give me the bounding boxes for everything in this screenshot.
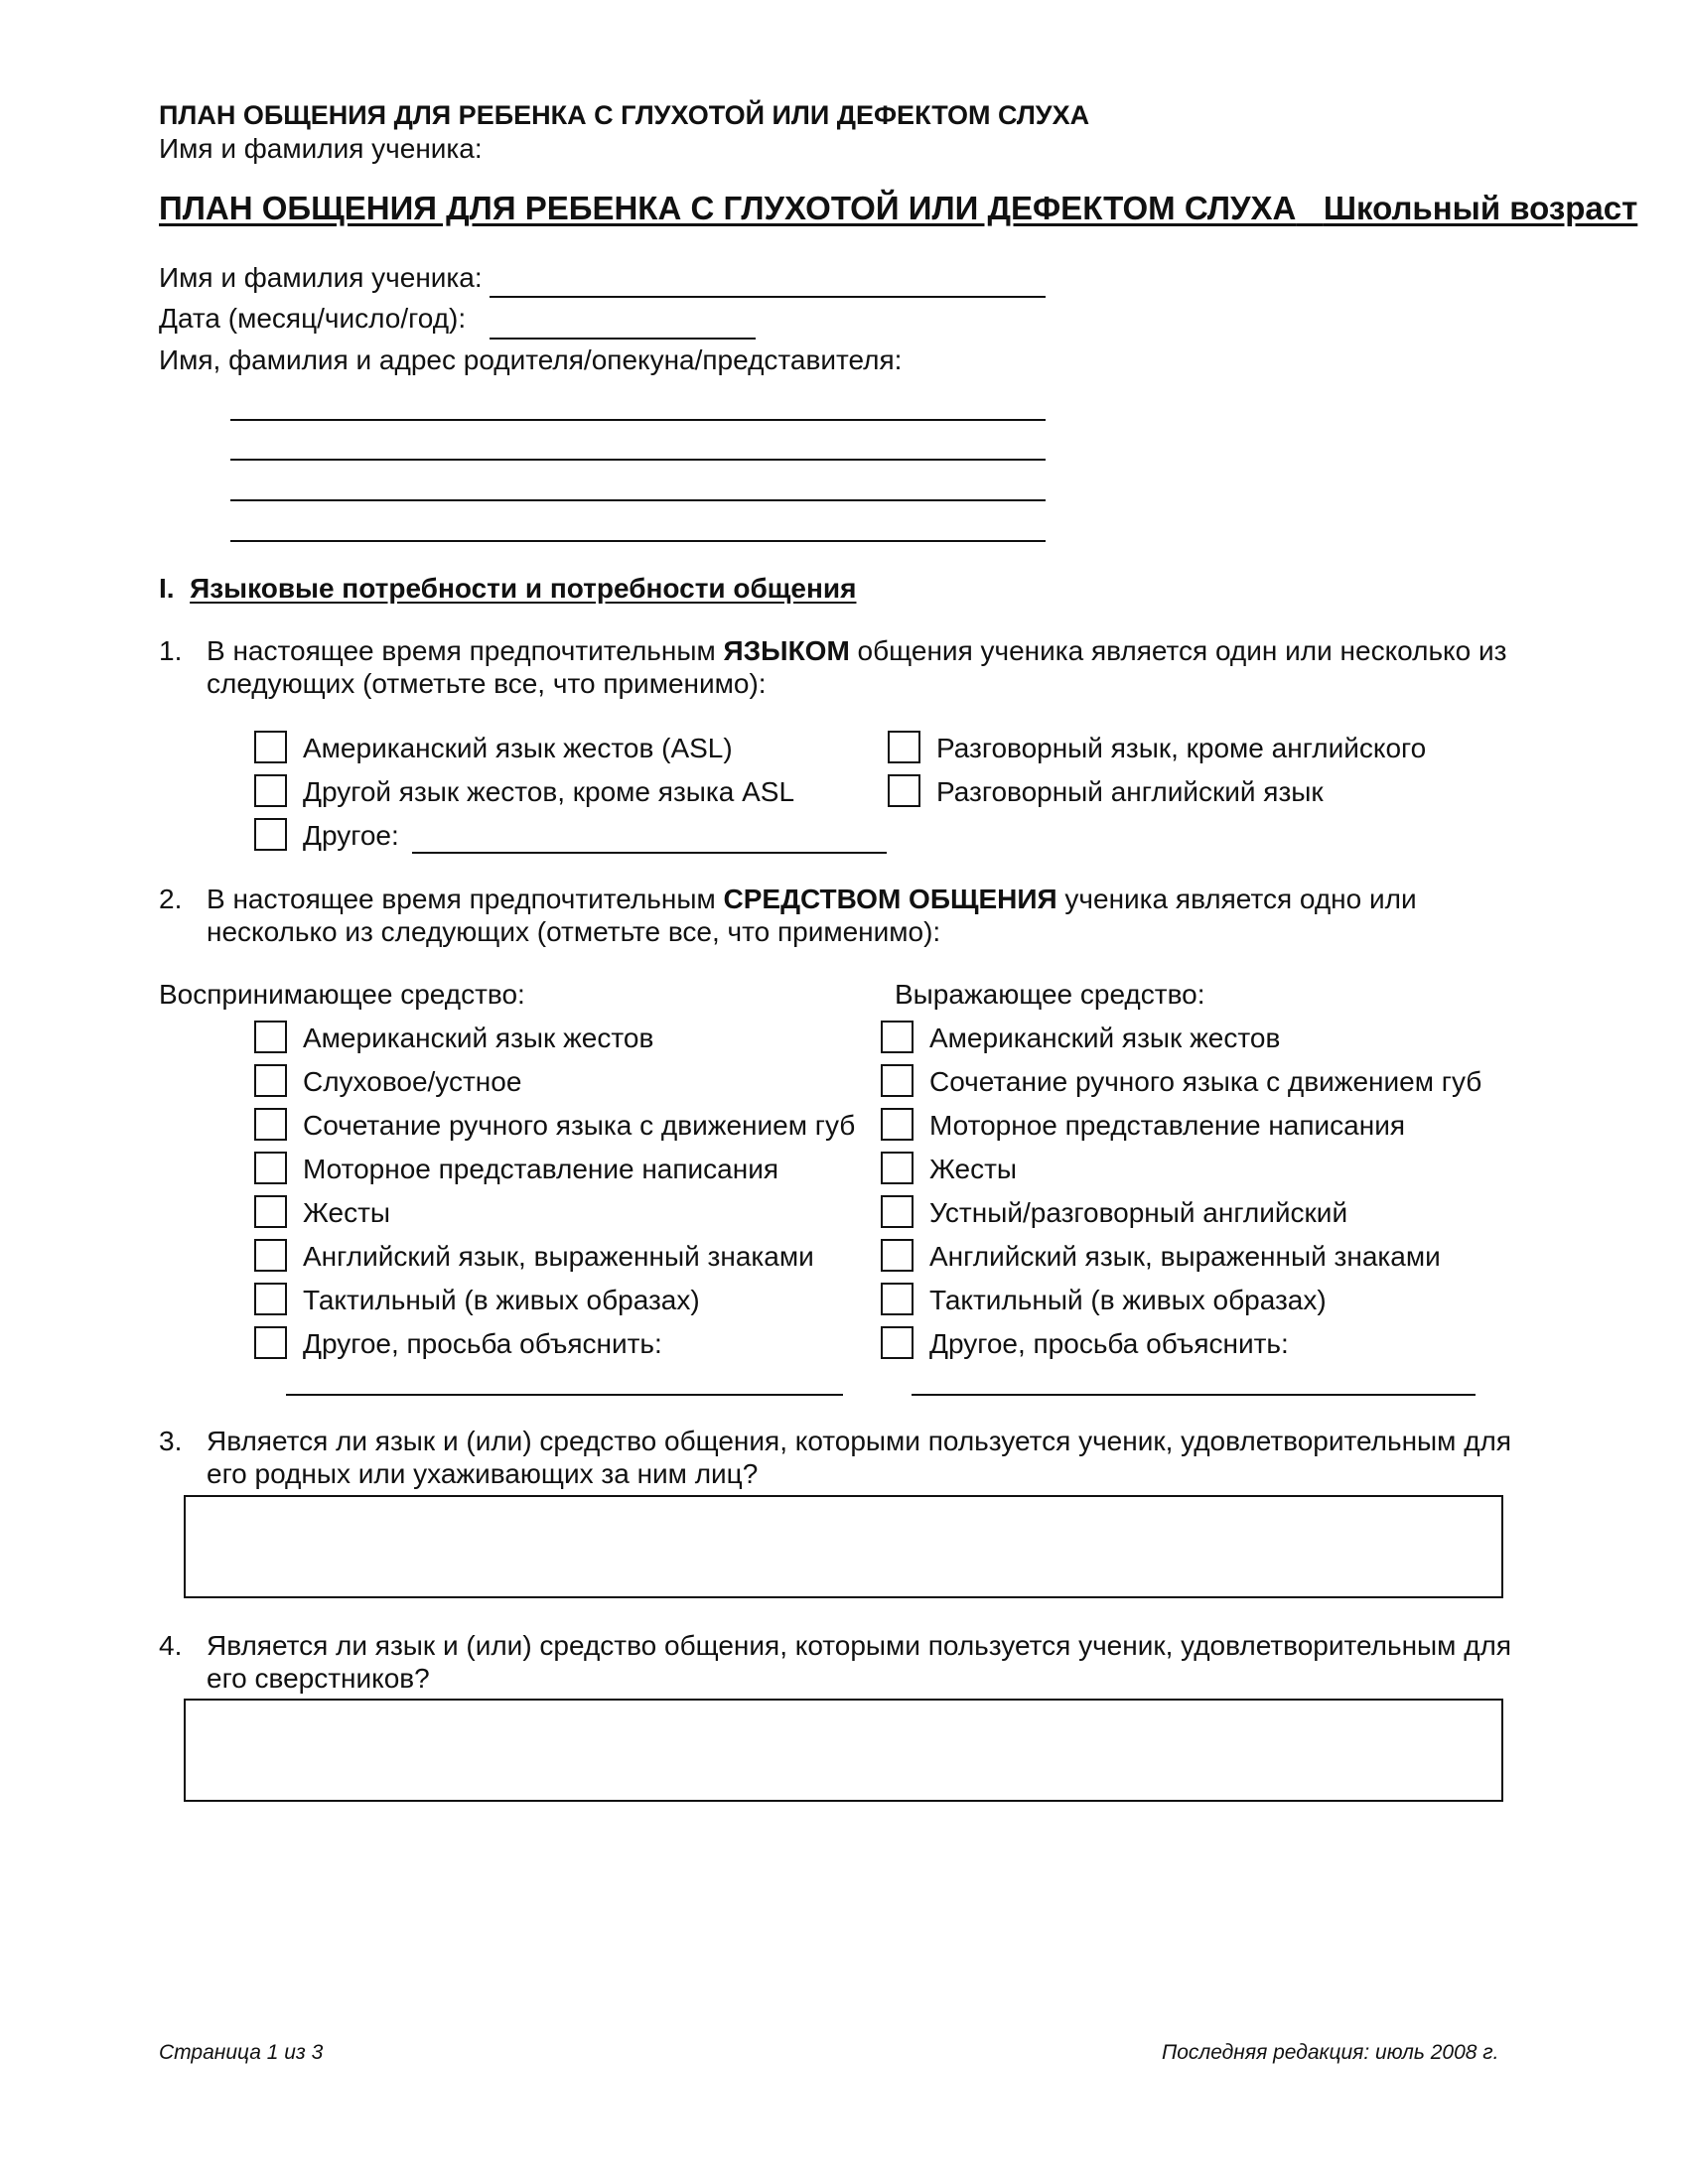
q2-number: 2.	[159, 884, 183, 914]
expressive-label-6: Английский язык, выраженный знаками	[929, 1241, 1441, 1272]
parent-label: Имя, фамилия и адрес родителя/опекуна/представителя:	[159, 344, 903, 375]
q4-number: 4.	[159, 1630, 183, 1661]
q3-text: Является ли язык и (или) средство общения, которыми пользуется ученик, удовлетворительным для	[207, 1426, 1512, 1456]
expressive-label-5: Устный/разговорный английский	[929, 1197, 1348, 1228]
q1-checkbox-spoken-english[interactable]	[888, 774, 920, 807]
receptive-label-6: Английский язык, выраженный знаками	[303, 1241, 814, 1272]
header-title-small: ПЛАН ОБЩЕНИЯ ДЛЯ РЕБЕНКА С ГЛУХОТОЙ ИЛИ ДЕФЕКТОМ СЛУХА	[159, 100, 1090, 130]
section-number: I.	[159, 573, 175, 604]
receptive-label-2: Слуховое/устное	[303, 1066, 522, 1097]
section-title: Языковые потребности и потребности общения	[190, 573, 857, 604]
receptive-checkbox-8[interactable]	[254, 1326, 287, 1359]
q1-checkbox-other[interactable]	[254, 818, 287, 851]
parent-line-2[interactable]	[230, 459, 1046, 461]
q4-text-line2: его сверстников?	[207, 1663, 430, 1694]
expressive-checkbox-3[interactable]	[881, 1108, 914, 1141]
page-title-age: Школьный возраст	[1323, 190, 1638, 226]
page-title-main: ПЛАН ОБЩЕНИЯ ДЛЯ РЕБЕНКА С ГЛУХОТОЙ ИЛИ ДЕФЕКТОМ СЛУХА	[159, 190, 1297, 226]
date-line[interactable]	[490, 338, 756, 340]
student-name-line[interactable]	[490, 296, 1046, 298]
q3-number: 3.	[159, 1426, 183, 1456]
receptive-checkbox-1[interactable]	[254, 1021, 287, 1053]
receptive-checkbox-5[interactable]	[254, 1195, 287, 1228]
section-heading	[159, 574, 856, 605]
expressive-label-4: Жесты	[929, 1154, 1018, 1184]
q1-label-other: Другое:	[303, 820, 399, 851]
receptive-checkbox-6[interactable]	[254, 1239, 287, 1272]
receptive-checkbox-4[interactable]	[254, 1152, 287, 1184]
q1-text-line2: следующих (отметьте все, что применимо):	[207, 668, 767, 699]
q1-number: 1.	[159, 635, 183, 666]
parent-line-4[interactable]	[230, 540, 1046, 542]
expressive-checkbox-2[interactable]	[881, 1064, 914, 1097]
date-label: Дата (месяц/число/год):	[159, 303, 467, 334]
footer-revision: Последняя редакция: июль 2008 г.	[1162, 2041, 1499, 2064]
receptive-label: Воспринимающее средство:	[159, 979, 525, 1010]
expressive-label-1: Американский язык жестов	[929, 1023, 1281, 1053]
q1-label-spoken-english: Разговорный английский язык	[936, 776, 1324, 807]
expressive-other-line[interactable]	[912, 1394, 1476, 1396]
q1-text: В настоящее время предпочтительным ЯЗЫКОМ общения ученика является один или несколько из	[207, 635, 1507, 666]
q3-answer-box[interactable]	[184, 1495, 1503, 1598]
expressive-checkbox-6[interactable]	[881, 1239, 914, 1272]
expressive-checkbox-7[interactable]	[881, 1283, 914, 1315]
q1-label-other-sign: Другой язык жестов, кроме языка ASL	[303, 776, 795, 807]
expressive-checkbox-8[interactable]	[881, 1326, 914, 1359]
receptive-label-1: Американский язык жестов	[303, 1023, 654, 1053]
expressive-checkbox-1[interactable]	[881, 1021, 914, 1053]
receptive-other-line[interactable]	[286, 1394, 843, 1396]
expressive-label-3: Моторное представление написания	[929, 1110, 1406, 1141]
q2-text-line2: несколько из следующих (отметьте все, что применимо):	[207, 916, 941, 947]
q1-label-asl: Американский язык жестов (ASL)	[303, 733, 733, 763]
expressive-checkbox-5[interactable]	[881, 1195, 914, 1228]
q2-text: В настоящее время предпочтительным СРЕДСТВОМ ОБЩЕНИЯ ученика является одно или	[207, 884, 1417, 914]
parent-line-3[interactable]	[230, 499, 1046, 501]
q3-text-line2: его родных или ухаживающих за ним лиц?	[207, 1458, 759, 1489]
page-title	[159, 191, 1637, 226]
receptive-label-3: Сочетание ручного языка с движением губ	[303, 1110, 856, 1141]
receptive-checkbox-2[interactable]	[254, 1064, 287, 1097]
expressive-label-7: Тактильный (в живых образах)	[929, 1285, 1327, 1315]
q1-checkbox-spoken-non-english[interactable]	[888, 731, 920, 763]
q1-checkbox-other-sign[interactable]	[254, 774, 287, 807]
receptive-label-8: Другое, просьба объяснить:	[303, 1328, 662, 1359]
receptive-label-5: Жесты	[303, 1197, 391, 1228]
expressive-checkbox-4[interactable]	[881, 1152, 914, 1184]
student-name-label: Имя и фамилия ученика:	[159, 262, 483, 293]
expressive-label-8: Другое, просьба объяснить:	[929, 1328, 1289, 1359]
q1-label-spoken-non-english: Разговорный язык, кроме английского	[936, 733, 1427, 763]
expressive-label-2: Сочетание ручного языка с движением губ	[929, 1066, 1482, 1097]
q1-other-line[interactable]	[412, 852, 887, 854]
receptive-label-4: Моторное представление написания	[303, 1154, 779, 1184]
receptive-checkbox-3[interactable]	[254, 1108, 287, 1141]
parent-line-1[interactable]	[230, 419, 1046, 421]
header-student-label: Имя и фамилия ученика:	[159, 133, 483, 164]
footer-page-number: Страница 1 из 3	[159, 2041, 324, 2064]
expressive-label: Выражающее средство:	[895, 979, 1205, 1010]
q4-text: Является ли язык и (или) средство общения, которыми пользуется ученик, удовлетворительным для	[207, 1630, 1512, 1661]
q4-answer-box[interactable]	[184, 1699, 1503, 1802]
receptive-label-7: Тактильный (в живых образах)	[303, 1285, 700, 1315]
receptive-checkbox-7[interactable]	[254, 1283, 287, 1315]
q1-checkbox-asl[interactable]	[254, 731, 287, 763]
